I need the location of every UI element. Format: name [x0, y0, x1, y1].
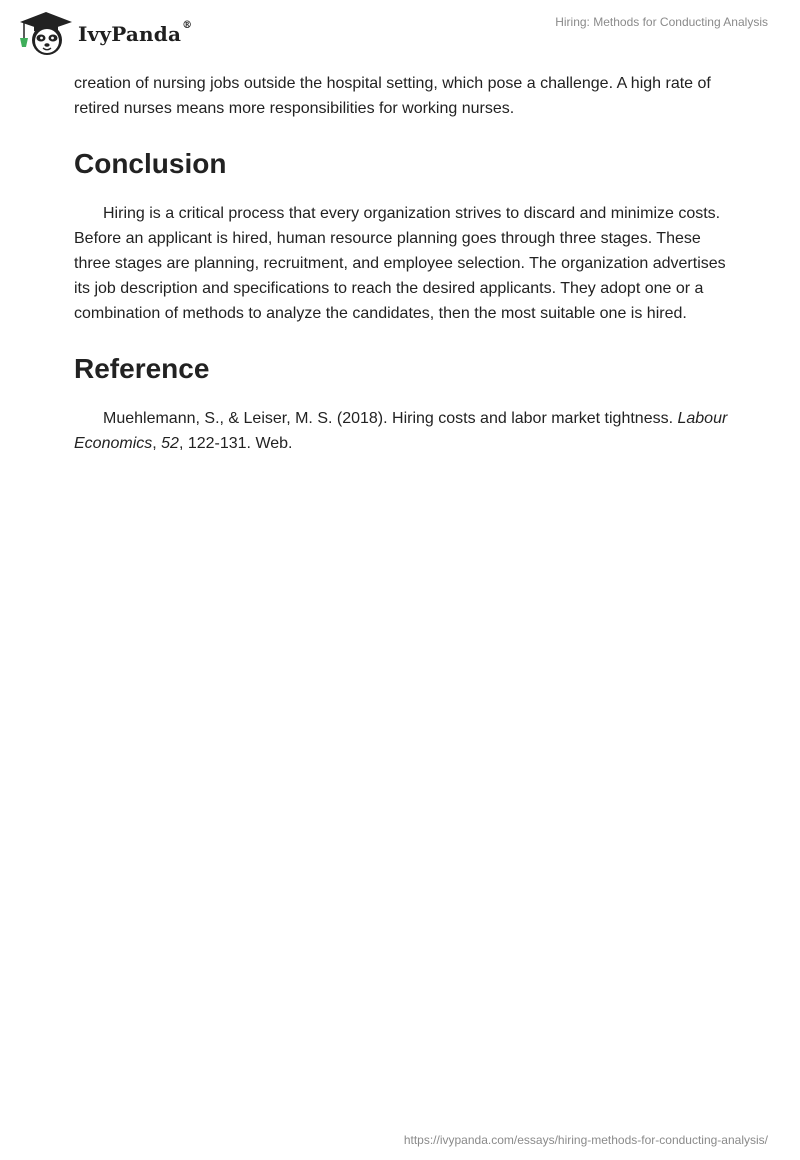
- footer-source-url[interactable]: https://ivypanda.com/essays/hiring-methods-for-conducting-analysis/: [403, 1133, 768, 1147]
- page-header: [0, 0, 800, 64]
- reference-separator: ,: [152, 435, 162, 452]
- conclusion-heading: Conclusion: [74, 148, 227, 179]
- intro-paragraph: creation of nursing jobs outside the hospital setting, which pose a challenge. A high rate of retired nurses means more responsibilities for working nurses.: [74, 75, 711, 117]
- panda-graduation-cap-icon: [16, 8, 76, 58]
- conclusion-paragraph: Hiring is a critical process that every organization strives to discard and minimize costs. Before an applicant is hired, human resource planning goes through three stages. These three stages are planning, recruitment, and employee selection. The organization advertises its job description and specifications to reach the desired applicants. They adopt one or a combination of methods to analyze the candidates, then the most suitable one is hired.: [74, 205, 726, 322]
- reference-entry: [74, 406, 734, 456]
- reference-volume: 52: [161, 435, 179, 452]
- ivypanda-logo[interactable]: [16, 8, 216, 58]
- reference-authors: Muehlemann, S., & Leiser, M. S. (2018). Hiring costs and labor market tightness.: [103, 410, 678, 427]
- reference-heading: Reference: [74, 353, 210, 384]
- logo-wordmark: IvyPanda®: [78, 20, 193, 46]
- essay-content: [74, 71, 734, 456]
- reference-journal: Labour Economics: [74, 410, 728, 452]
- reference-pages: , 122-131. Web.: [178, 435, 293, 452]
- running-header-title: Hiring: Methods for Conducting Analysis: [555, 15, 768, 29]
